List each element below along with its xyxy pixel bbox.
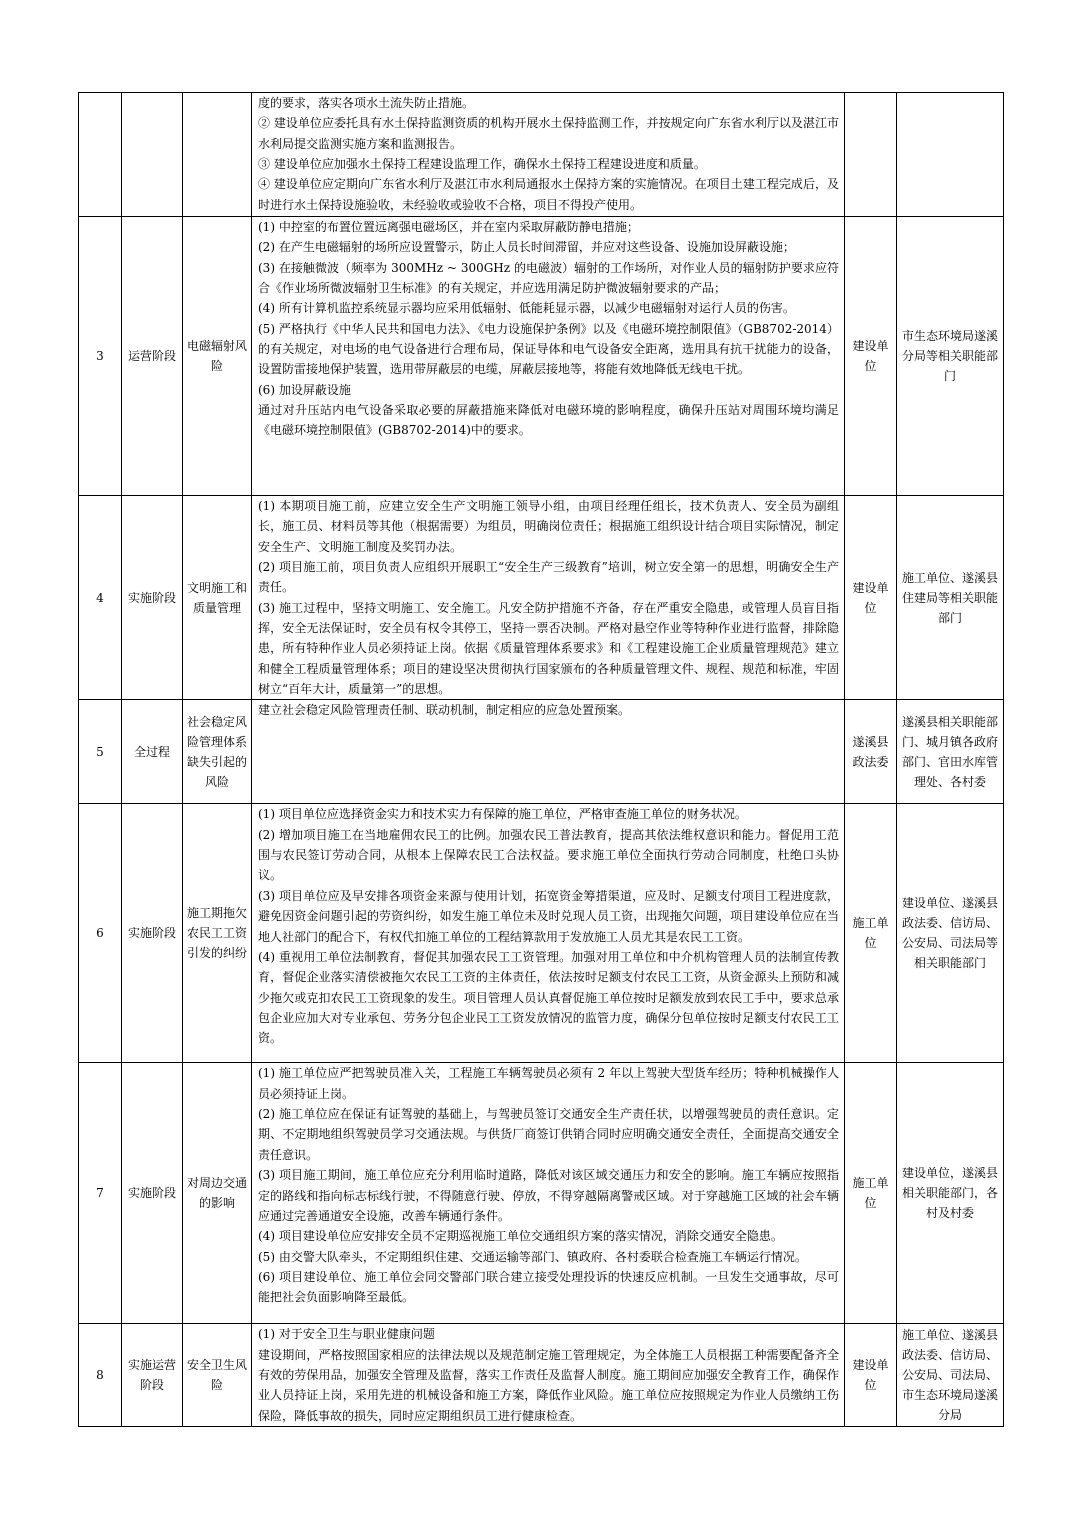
measures-cell — [252, 804, 845, 1063]
measures-cell — [252, 700, 845, 804]
row-number-cell: 6 — [79, 804, 122, 1063]
table-row — [79, 496, 1004, 700]
measure-paragraph: (2) 增加项目施工在当地雇佣农民工的比例。加强农民工普法教育，提高其依法维权意识和能力。督促用工范围与农民签订劳动合同，从根本上保障农民工合法权益。要求施工单位全面执行劳动合同制度，杜绝口头协议。 — [258, 827, 839, 883]
responsible-unit-cell: 建设单位 — [845, 496, 897, 700]
row-number-cell: 3 — [79, 217, 122, 496]
row-number-cell: 7 — [79, 1063, 122, 1324]
responsible-unit-cell: 遂溪县政法委 — [845, 700, 897, 804]
stage-cell — [122, 93, 183, 217]
measures-cell — [252, 1324, 845, 1427]
stage-cell: 实施阶段 — [122, 804, 183, 1063]
measure-paragraph: (3) 施工过程中，坚持文明施工、安全施工。凡安全防护措施不齐备，存在严重安全隐患，或管理人员盲目指挥，安全无法保证时，安全员有权令其停工，坚持一票否决制。严格对悬空作业等特种作业进行监督，排除隐患，所有特种作业人员必须持证上岗。依据《质量管理体系要求》和《工程建设施工企业质量管理规范》建立和健全工程质量管理体系；项目的建设坚决贯彻执行国家颁布的各种质量管理文件、规程、规范和标准，牢固树立“百年大计，质量第一”的思想。 — [258, 600, 839, 697]
measures-cell — [252, 93, 845, 217]
risk-measures-table — [78, 92, 1004, 1427]
supervising-unit-cell: 市生态环境局遂溪分局等相关职能部门 — [897, 217, 1004, 496]
responsible-unit-cell: 建设单位 — [845, 217, 897, 496]
measures-cell — [252, 217, 845, 496]
supervising-unit-cell — [897, 93, 1004, 217]
measure-paragraph: (6) 项目建设单位、施工单位会同交警部门联合建立接受处理投诉的快速反应机制。一旦发生交通事故，尽可能把社会负面影响降至最低。 — [258, 1269, 839, 1305]
risk-factor-cell: 施工期拖欠农民工工资引发的纠纷 — [183, 804, 252, 1063]
stage-cell: 全过程 — [122, 700, 183, 804]
measure-paragraph: ③ 建设单位应加强水土保持工程建设监理工作，确保水土保持工程建设进度和质量。 — [258, 157, 706, 172]
risk-factor-cell: 文明施工和质量管理 — [183, 496, 252, 700]
measure-paragraph: (4) 项目建设单位应安排安全员不定期巡视施工单位交通组织方案的落实情况，消除交通安全隐患。 — [258, 1229, 783, 1244]
measure-paragraph: ④ 建设单位应定期向广东省水利厅及湛江市水利局通报水土保持方案的实施情况。在项目土建工程完成后，及时进行水土保持设施验收，未经验收或验收不合格，项目不得投产使用。 — [258, 177, 839, 212]
responsible-unit-cell: 施工单位 — [845, 1063, 897, 1324]
stage-cell: 运营阶段 — [122, 217, 183, 496]
measure-paragraph: (1) 对于安全卫生与职业健康问题 — [258, 1327, 435, 1342]
stage-cell: 实施阶段 — [122, 496, 183, 700]
row-number-cell: 4 — [79, 496, 122, 700]
measure-paragraph: (2) 在产生电磁辐射的场所应设置警示，防止人员长时间滞留，并应对这些设备、设施加设屏蔽设施； — [258, 240, 795, 255]
measure-paragraph: (3) 项目施工期间，施工单位应充分利用临时道路，降低对该区域交通压力和安全的影响。施工车辆应按照指定的路线和指向标志标线行驶，不得随意行驶、停放，不得穿越隔离警戒区域。对于穿越施工区域的社会车辆应通过完善通道安全设施，改善车辆通行条件。 — [258, 1168, 839, 1223]
measure-paragraph: (6) 加设屏蔽设施 — [258, 382, 351, 397]
responsible-unit-cell — [845, 93, 897, 217]
risk-factor-cell: 社会稳定风险管理体系缺失引起的风险 — [183, 700, 252, 804]
measure-paragraph: (3) 项目单位应及早安排各项资金来源与使用计划，拓宽资金筹措渠道，应及时、足额支付项目工程进度款，避免因资金问题引起的劳资纠纷，如发生施工单位未及时兑现人员工资，出现拖欠问题，项目建设单位应在当地人社部门的配合下，有权代扣施工单位的工程结算款用于发放施工人员尤其是农民工工资。 — [258, 888, 839, 944]
row-number-cell — [79, 93, 122, 217]
measure-paragraph: (1) 本期项目施工前，应建立安全生产文明施工领导小组，由项目经理任组长，技术负责人、安全员为副组长，施工员、材料员等其他（根据需要）为组员，明确岗位责任；根据施工组织设计结合项目实际情况，制定安全生产、文明施工制度及奖罚办法。 — [258, 499, 839, 554]
row-number-cell: 8 — [79, 1324, 122, 1427]
measure-paragraph: 度的要求，落实各项水土流失防止措施。 — [258, 96, 475, 110]
measure-paragraph: 通过对升压站内电气设备采取必要的屏蔽措施来降低对电磁环境的影响程度，确保升压站对周围环境均满足《电磁环境控制限值》(GB8702-2014)中的要求。 — [258, 403, 839, 438]
measure-paragraph: (1) 中控室的布置位置远离强电磁场区，并在室内采取屏蔽防静电措施； — [258, 220, 639, 234]
measure-paragraph: (4) 重视用工单位法制教育，督促其加强农民工工资管理。加强对用工单位和中介机构管理人员的法制宣传教育，督促企业落实清偿被拖欠农民工工资的主体责任，依法按时足额支付农民工工资，从资金源头上预防和减少拖欠或克扣农民工工资现象的发生。项目管理人员认真督促施工单位按时足额发放到农民工手中，要求总承包企业应加大对专业承包、劳务分包企业民工工资发放情况的监管力度，确保分包单位按时足额支付农民工工资。 — [258, 949, 839, 1046]
measure-paragraph: (1) 施工单位应严把驾驶员准入关，工程施工车辆驾驶员必须有 2 年以上驾驶大型货车经历；特种机械操作人员必须持证上岗。 — [258, 1066, 839, 1101]
responsible-unit-cell: 施工单位 — [845, 804, 897, 1063]
stage-cell: 实施运营阶段 — [122, 1324, 183, 1427]
responsible-unit-cell: 建设单位 — [845, 1324, 897, 1427]
measure-paragraph: (3) 在接触微波（频率为 300MHz ~ 300GHz 的电磁波）辐射的工作场所，对作业人员的辐射防护要求应符合《作业场所微波辐射卫生标准》的有关规定，并应选用满足防护微波辐射要求的产品； — [258, 260, 839, 296]
table-row — [79, 93, 1004, 217]
risk-factor-cell: 对周边交通的影响 — [183, 1063, 252, 1324]
measure-paragraph: (1) 项目单位应选择资金实力和技术实力有保障的施工单位，严格审查施工单位的财务状况。 — [258, 807, 747, 822]
measures-cell — [252, 496, 845, 700]
supervising-unit-cell: 施工单位、遂溪县政法委、信访局、公安局、司法局、市生态环境局遂溪分局 — [897, 1324, 1004, 1427]
row-number-cell: 5 — [79, 700, 122, 804]
risk-factor-cell — [183, 93, 252, 217]
measure-paragraph: (5) 由交警大队牵头，不定期组织住建、交通运输等部门、镇政府、各村委联合检查施工车辆运行情况。 — [258, 1249, 807, 1264]
table-row — [79, 1063, 1004, 1324]
measure-paragraph: ② 建设单位应委托具有水土保持监测资质的机构开展水土保持监测工作，并按规定向广东省水利厅以及湛江市水利局提交监测实施方案和监测报告。 — [258, 116, 839, 151]
table-row — [79, 804, 1004, 1063]
stage-cell: 实施阶段 — [122, 1063, 183, 1324]
risk-factor-cell: 安全卫生风险 — [183, 1324, 252, 1427]
table-row — [79, 700, 1004, 804]
risk-table-body — [79, 93, 1004, 1427]
measure-paragraph: 建设期间，严格按照国家相应的法律法规以及规范制定施工管理规定，为全体施工人员根据工种需要配备齐全有效的劳保用品，加强安全管理及监督，落实工作责任及监督人制度。施工期间应加强安全教育工作，确保作业人员持证上岗，采用先进的机械设备和施工方案，降低作业风险。施工单位应按照规定为作业人员缴纳工伤保险，降低事故的损失，同时应定期组织员工进行健康检查。 — [258, 1347, 839, 1423]
supervising-unit-cell: 建设单位，遂溪县相关职能部门，各村及村委 — [897, 1063, 1004, 1324]
supervising-unit-cell: 施工单位、遂溪县住建局等相关职能部门 — [897, 496, 1004, 700]
supervising-unit-cell: 遂溪县相关职能部门、城月镇各政府部门、官田水库管理处、各村委 — [897, 700, 1004, 804]
measure-paragraph: 建立社会稳定风险管理责任制、联动机制，制定相应的应急处置预案。 — [258, 703, 631, 718]
measure-paragraph: (5) 严格执行《中华人民共和国电力法》、《电力设施保护条例》以及《电磁环境控制限值》（GB8702-2014）的有关规定，对电场的电气设备进行合理布局，保证导体和电气设备安全距离，选用具有抗干扰能力的设备，设置防雷接地保护装置，选用带屏蔽层的电缆，屏蔽层接地等，将能有效地降低无线电干扰。 — [258, 321, 839, 377]
supervising-unit-cell: 建设单位、遂溪县政法委、信访局、公安局、司法局等相关职能部门 — [897, 804, 1004, 1063]
table-row — [79, 217, 1004, 496]
measure-paragraph: (2) 项目施工前，项目负责人应组织开展职工“安全生产三级教育”培训，树立安全第一的思想，明确安全生产责任。 — [258, 560, 839, 595]
risk-factor-cell: 电磁辐射风险 — [183, 217, 252, 496]
measure-paragraph: (4) 所有计算机监控系统显示器均应采用低辐射、低能耗显示器，以减少电磁辐射对运行人员的伤害。 — [258, 301, 795, 316]
table-row — [79, 1324, 1004, 1427]
measure-paragraph: (2) 施工单位应在保证有证驾驶的基础上，与驾驶员签订交通安全生产责任状，以增强驾驶员的责任意识。定期、不定期地组织驾驶员学习交通法规。与供货厂商签订供销合同时应明确交通安全责任，全面提高交通安全责任意识。 — [258, 1107, 839, 1162]
measures-cell — [252, 1063, 845, 1324]
